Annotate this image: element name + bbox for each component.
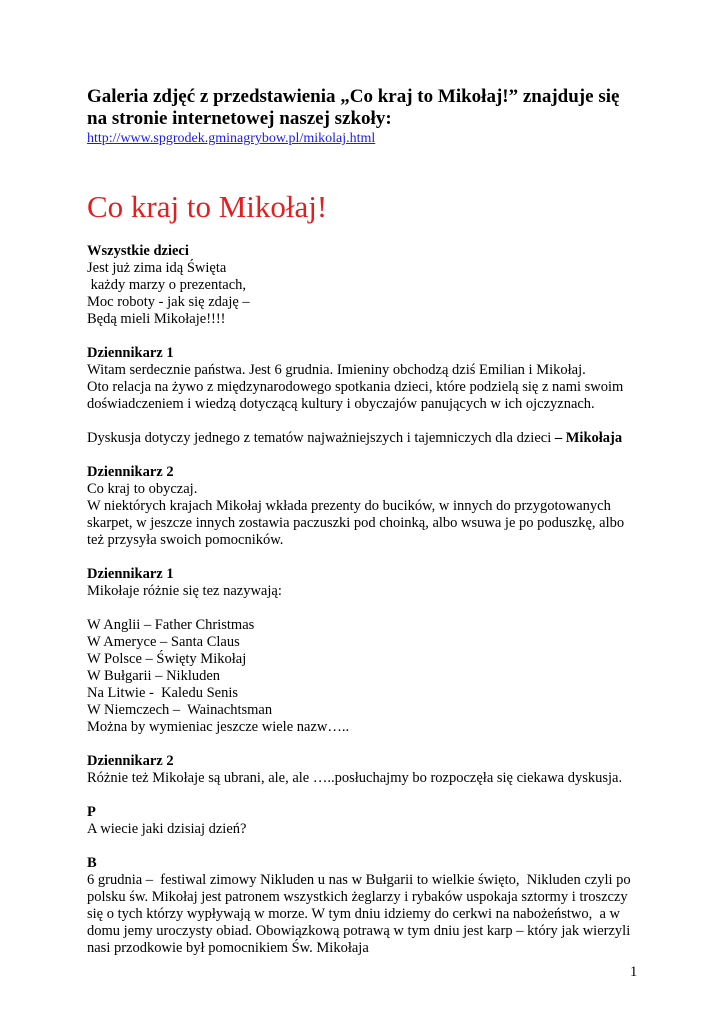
document-page	[87, 86, 647, 957]
discussion-paragraph	[87, 430, 647, 447]
discussion-topic: – Mikołaja	[554, 430, 623, 446]
text-line: Oto relacja na żywo z międzynarodowego spotkania dzieci, które podzielą się z nami swoim	[87, 379, 624, 395]
speaker-label: Dziennikarz 2	[87, 464, 174, 480]
text-line: 6 grudnia – festiwal zimowy Nikluden u nas w Bułgarii to wielkie święto, Nikluden czyli po	[87, 872, 631, 888]
gallery-heading-line2: na stronie internetowej naszej szkoły:	[87, 108, 392, 129]
text-line: domu jemy uroczysty obiad. Obowiązkową potrawą w tym dniu jest karp – który jak wierzyli	[87, 923, 631, 939]
speaker-label: Dziennikarz 1	[87, 345, 174, 361]
gallery-heading-line1: Galeria zdjęć z przedstawienia „Co kraj to Mikołaj!” znajduje się	[87, 86, 620, 107]
text-line: W niektórych krajach Mikołaj wkłada prezenty do bucików, w innych do przygotowanych	[87, 498, 611, 514]
name-list-item: W Niemczech – Wainachtsman	[87, 702, 273, 718]
text-line: doświadczeniem i wiedzą dotyczącą kultury i obyczajów panujących w ich ojczyznach.	[87, 396, 595, 412]
speaker-label: B	[87, 855, 97, 871]
gallery-link[interactable]: http://www.spgrodek.gminagrybow.pl/mikolaj.html	[87, 131, 376, 146]
name-list-item: Na Litwie - Kaledu Senis	[87, 685, 239, 701]
text-line: się o tych którzy wypływają w morze. W tym dniu idziemy do cerkwi na nabożeństwo, a w	[87, 906, 621, 922]
name-list-item: W Anglii – Father Christmas	[87, 617, 255, 633]
section-speaker-b	[87, 855, 647, 957]
text-line: polsku św. Mikołaj jest patronem wszystkich żeglarzy i rybaków uspokaja sztormy i troszczy	[87, 889, 628, 905]
speaker-label: Dziennikarz 2	[87, 753, 174, 769]
speaker-label: P	[87, 804, 96, 820]
text-line: Moc roboty - jak się zdaję –	[87, 294, 250, 310]
section-reporter-1-names	[87, 566, 647, 736]
gallery-heading	[87, 86, 647, 130]
text-line: Różnie też Mikołaje są ubrani, ale, ale …..posłuchajmy bo rozpoczęła się ciekawa dyskusja.	[87, 770, 623, 786]
text-line: Będą mieli Mikołaje!!!!	[87, 311, 226, 327]
text-line: też przysyła swoich pomocników.	[87, 532, 284, 548]
text-line: skarpet, w jeszcze innych zostawia paczuszki pod choinką, albo wsuwa je po poduszkę, albo	[87, 515, 625, 531]
name-list-item: W Polsce – Święty Mikołaj	[87, 651, 247, 667]
page-title: Co kraj to Mikołaj!	[87, 189, 328, 224]
text-line: Co kraj to obyczaj.	[87, 481, 198, 497]
section-reporter-2-clothes	[87, 753, 647, 787]
text-line: Jest już zima idą Święta	[87, 260, 227, 276]
section-reporter-1	[87, 345, 647, 447]
text-line: Można by wymieniac jeszcze wiele nazw…..	[87, 719, 350, 735]
section-speaker-p	[87, 804, 647, 838]
page-number: 1	[630, 964, 638, 980]
section-reporter-2	[87, 464, 647, 549]
name-list-item: W Bułgarii – Nikluden	[87, 668, 221, 684]
speaker-label: Dziennikarz 1	[87, 566, 174, 582]
speaker-label: Wszystkie dzieci	[87, 243, 189, 259]
text-line: każdy marzy o prezentach,	[87, 277, 247, 293]
text-line: A wiecie jaki dzisiaj dzień?	[87, 821, 247, 837]
section-all-children	[87, 243, 647, 328]
text-line: nasi przodkowie był pomocnikiem Św. Mikołaja	[87, 940, 369, 956]
discussion-text: Dyskusja dotyczy jednego z tematów najważniejszych i tajemniczych dla dzieci	[87, 430, 555, 446]
name-list-item: W Ameryce – Santa Claus	[87, 634, 240, 650]
text-line: Mikołaje różnie się tez nazywają:	[87, 583, 282, 599]
text-line: Witam serdecznie państwa. Jest 6 grudnia. Imieniny obchodzą dziś Emilian i Mikołaj.	[87, 362, 586, 378]
